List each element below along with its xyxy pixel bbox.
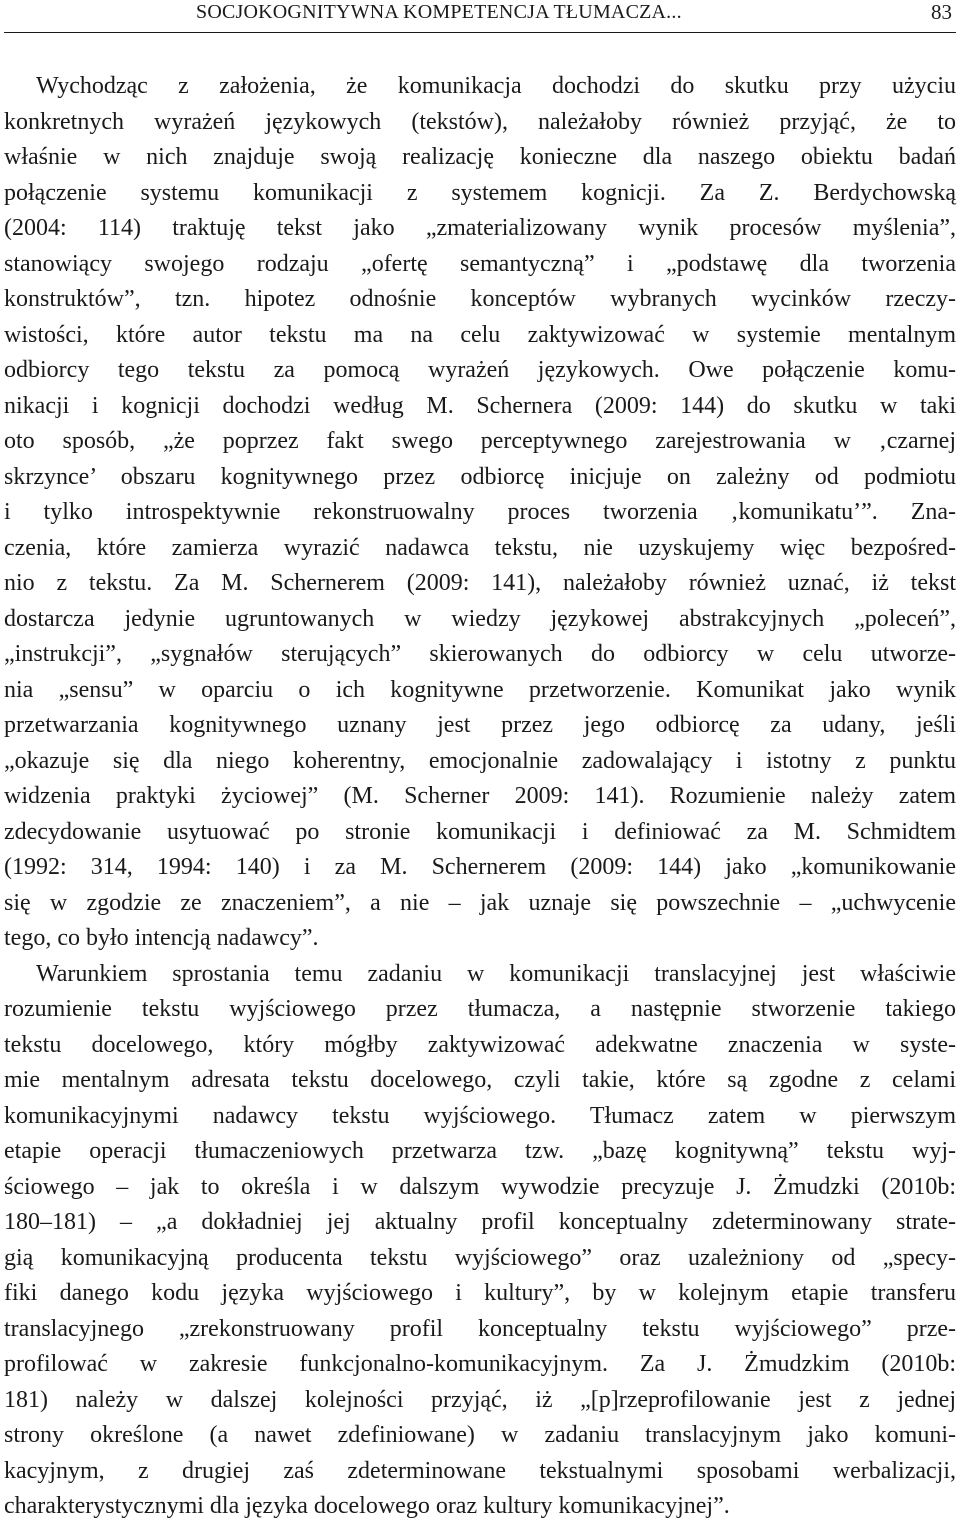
text-line: rozumienie tekstu wyjściowego przez tłumacza, a następnie stworzenie takiego bbox=[4, 996, 956, 1022]
text-line: się w zgodzie ze znaczeniem”, a nie – jak uznaje się powszechnie – „uchwycenie bbox=[4, 889, 956, 916]
text-line: widzenia praktyki życiowej” (M. Scherner 2009: 141). Rozumienie należy zatem bbox=[4, 783, 956, 809]
text-line: stanowiący swojego rodzaju „ofertę semantyczną” i „podstawę dla tworzenia bbox=[4, 250, 956, 277]
text-line: komunikacyjnymi nadawcy tekstu wyjściowego. Tłumacz zatem w pierwszym bbox=[4, 1102, 956, 1129]
text-line: mie mentalnym adresata tekstu docelowego, czyli takie, które są zgodne z celami bbox=[4, 1067, 956, 1093]
text-line: oto sposób, „że poprzez fakt swego perceptywnego zarejestrowania w ‚czarnej bbox=[4, 428, 956, 454]
text-line: dostarcza jedynie ugruntowanych w wiedzy językowej abstrakcyjnych „poleceń”, bbox=[4, 605, 956, 632]
text-line: nio z tekstu. Za M. Schernerem (2009: 141), należałoby również uznać, iż tekst bbox=[4, 570, 956, 596]
text-line: etapie operacji tłumaczeniowych przetwarza tzw. „bazę kognitywną” tekstu wyj- bbox=[4, 1138, 956, 1164]
text-line: Warunkiem sprostania temu zadaniu w komunikacji translacyjnej jest właściwie bbox=[36, 960, 956, 987]
text-line: charakterystycznymi dla języka docelowego oraz kultury komunikacyjnej”. bbox=[4, 1493, 730, 1519]
text-line: „okazuje się dla niego koherentny, emocjonalnie zadowalający i istotny z punktu bbox=[4, 747, 956, 774]
text-line: ściowego – jak to określa i w dalszym wywodzie precyzuje J. Żmudzki (2010b: bbox=[4, 1173, 956, 1200]
text-line: translacyjnego „zrekonstruowany profil konceptualny tekstu wyjściowego” prze- bbox=[4, 1315, 956, 1342]
text-line: „instrukcji”, „sygnałów sterujących” skierowanych do odbiorcy w celu utworze- bbox=[4, 641, 956, 667]
paragraph bbox=[4, 957, 956, 1525]
text-line: wistości, które autor tekstu ma na celu zaktywizować w systemie mentalnym bbox=[4, 321, 956, 348]
text-line: przetwarzania kognitywnego uznany jest przez jego odbiorcę za udany, jeśli bbox=[4, 712, 956, 738]
text-line: 180–181) – „a dokładniej jej aktualny profil konceptualny zdeterminowany strate- bbox=[4, 1209, 956, 1235]
page-number: 83 bbox=[931, 0, 952, 24]
text-line: 181) należy w dalszej kolejności przyjąć, iż „[p]rzeprofilowanie jest z jednej bbox=[4, 1386, 956, 1413]
running-header bbox=[0, 0, 960, 34]
body-text bbox=[4, 69, 956, 1525]
text-line: skrzynce’ obszaru kognitywnego przez odbiorcę inicjuje on zależny od podmiotu bbox=[4, 463, 956, 490]
text-line: fiki danego kodu języka wyjściowego i kultury”, by w kolejnym etapie transferu bbox=[4, 1280, 956, 1306]
text-line: (1992: 314, 1994: 140) i za M. Schernerem (2009: 144) jako „komunikowanie bbox=[4, 854, 956, 880]
text-line: konkretnych wyrażeń językowych (tekstów), należałoby również przyjąć, że to bbox=[4, 108, 956, 135]
text-line: gią komunikacyjną producenta tekstu wyjściowego” oraz uzależniony od „specy- bbox=[4, 1244, 956, 1271]
text-line: strony określone (a nawet zdefiniowane) w zadaniu translacyjnym jako komuni- bbox=[4, 1422, 956, 1448]
text-line: kacyjnym, z drugiej zaś zdeterminowane tekstualnymi sposobami werbalizacji, bbox=[4, 1457, 956, 1484]
text-line: profilować w zakresie funkcjonalno-komunikacyjnym. Za J. Żmudzkim (2010b: bbox=[4, 1351, 956, 1377]
text-line: i tylko introspektywnie rekonstruowalny proces tworzenia ‚komunikatu’”. Zna- bbox=[4, 499, 956, 525]
text-line: czenia, które zamierza wyrazić nadawca tekstu, nie uzyskujemy więc bezpośred- bbox=[4, 534, 956, 561]
text-line: połączenie systemu komunikacji z systemem kognicji. Za Z. Berdychowską bbox=[4, 179, 956, 206]
running-title: SOCJOKOGNITYWNA KOMPETENCJA TŁUMACZA... bbox=[196, 1, 682, 23]
text-line: właśnie w nich znajduje swoją realizację konieczne dla naszego obiektu badań bbox=[4, 144, 956, 170]
text-line: nia „sensu” w oparciu o ich kognitywne przetworzenie. Komunikat jako wynik bbox=[4, 676, 956, 703]
text-line: (2004: 114) traktuję tekst jako „zmaterializowany wynik procesów myślenia”, bbox=[4, 215, 956, 241]
text-line: tego, co było intencją nadawcy”. bbox=[4, 925, 319, 951]
paragraph bbox=[4, 69, 956, 957]
text-line: Wychodząc z założenia, że komunikacja dochodzi do skutku przy użyciu bbox=[36, 73, 956, 99]
text-line: zdecydowanie usytuować po stronie komunikacji i definiować za M. Schmidtem bbox=[4, 818, 956, 845]
header-rule bbox=[4, 32, 956, 33]
text-line: odbiorcy tego tekstu za pomocą wyrażeń językowych. Owe połączenie komu- bbox=[4, 357, 956, 383]
text-line: konstruktów”, tzn. hipotez odnośnie konceptów wybranych wycinków rzeczy- bbox=[4, 286, 956, 312]
text-line: tekstu docelowego, który mógłby zaktywizować adekwatne znaczenia w syste- bbox=[4, 1031, 956, 1058]
text-line: nikacji i kognicji dochodzi według M. Schernera (2009: 144) do skutku w taki bbox=[4, 392, 956, 419]
